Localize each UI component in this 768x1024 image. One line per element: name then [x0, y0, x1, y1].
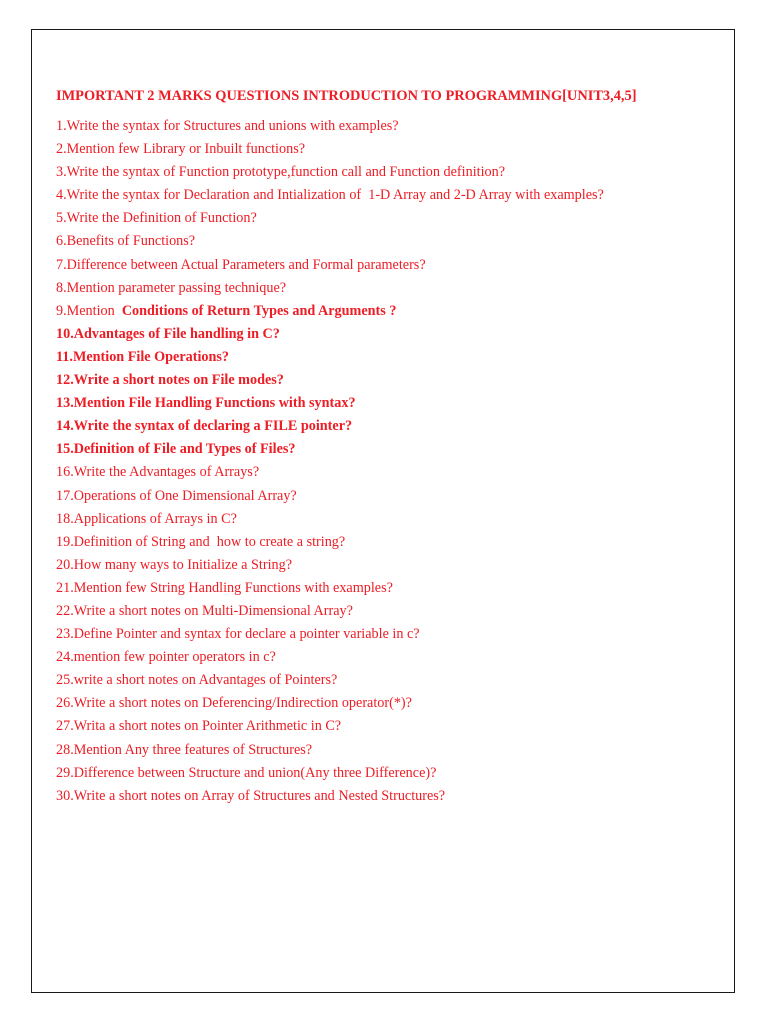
question-item — [56, 300, 724, 323]
document-content — [56, 86, 724, 808]
question-item: 18.Applications of Arrays in C? — [56, 510, 237, 527]
question-item: 21.Mention few String Handling Functions with examples? — [56, 579, 393, 596]
question-item: 12.Write a short notes on File modes? — [56, 372, 284, 389]
question-item: 29.Difference between Structure and union(Any three Difference)? — [56, 764, 437, 781]
question-item: 10.Advantages of File handling in C? — [56, 325, 280, 342]
question-item: 22.Write a short notes on Multi-Dimensional Array? — [56, 602, 353, 619]
question-prefix: 9.Mention — [56, 302, 122, 319]
question-item: 27.Writa a short notes on Pointer Arithmetic in C? — [56, 718, 342, 735]
question-item: 6.Benefits of Functions? — [56, 233, 196, 250]
document-page — [31, 29, 735, 993]
question-list — [56, 115, 724, 808]
question-item: 15.Definition of File and Types of Files? — [56, 441, 296, 458]
question-item: 11.Mention File Operations? — [56, 348, 229, 365]
question-item: 14.Write the syntax of declaring a FILE pointer? — [56, 418, 353, 435]
question-item: 5.Write the Definition of Function? — [56, 210, 257, 227]
question-item: 28.Mention Any three features of Structures? — [56, 741, 313, 758]
document-title: IMPORTANT 2 MARKS QUESTIONS INTRODUCTION TO PROGRAMMING[UNIT3,4,5] — [56, 88, 637, 104]
question-item: 25.write a short notes on Advantages of Pointers? — [56, 672, 338, 689]
question-item: 2.Mention few Library or Inbuilt functions? — [56, 141, 306, 158]
question-item: 20.How many ways to Initialize a String? — [56, 556, 293, 573]
question-item: 30.Write a short notes on Array of Structures and Nested Structures? — [56, 787, 446, 804]
question-item: 8.Mention parameter passing technique? — [56, 279, 287, 296]
question-item: 16.Write the Advantages of Arrays? — [56, 464, 260, 481]
question-item: 4.Write the syntax for Declaration and Intialization of 1-D Array and 2-D Array with examples? — [56, 187, 604, 204]
question-item: 7.Difference between Actual Parameters and Formal parameters? — [56, 256, 426, 273]
question-item: 3.Write the syntax of Function prototype,function call and Function definition? — [56, 164, 505, 181]
question-item: 13.Mention File Handling Functions with syntax? — [56, 395, 356, 412]
question-item: 24.mention few pointer operators in c? — [56, 649, 276, 666]
question-item: 17.Operations of One Dimensional Array? — [56, 487, 297, 504]
question-item: 23.Define Pointer and syntax for declare a pointer variable in c? — [56, 626, 420, 643]
question-item: 26.Write a short notes on Deferencing/Indirection operator(*)? — [56, 695, 412, 712]
question-bold-text: Conditions of Return Types and Arguments ? — [121, 302, 397, 319]
question-item: 1.Write the syntax for Structures and unions with examples? — [56, 118, 399, 134]
question-item: 19.Definition of String and how to create a string? — [56, 533, 346, 550]
